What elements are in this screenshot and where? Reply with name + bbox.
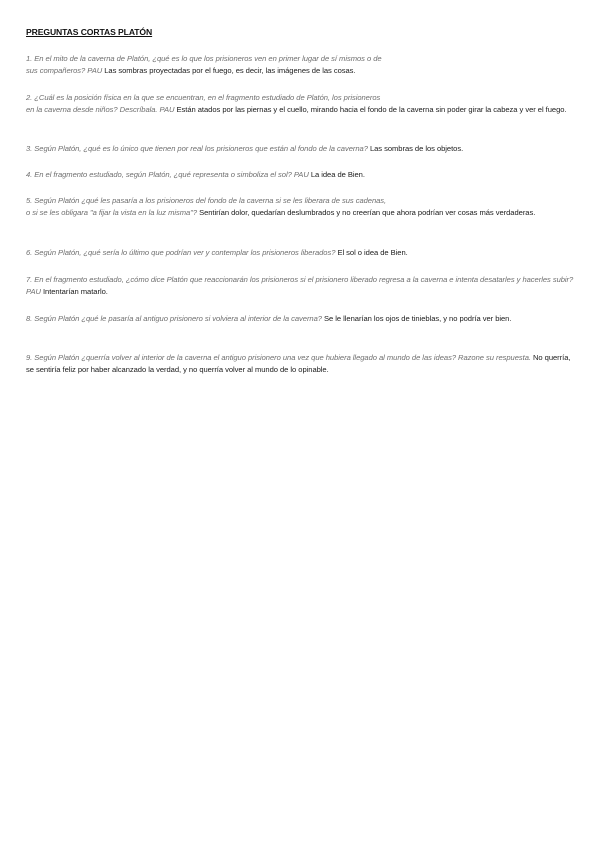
answer-1: Las sombras proyectadas por el fuego, es decir, las imágenes de las cosas. <box>104 65 356 75</box>
answer-2: Están atados por las piernas y el cuello, mirando hacia el fondo de la caverna sin poder girar la cabeza y ver el fuego. <box>176 104 567 114</box>
question-6: 6. Según Platón, ¿qué sería lo último que podrían ver y contemplar los prisioneros liberados? <box>26 248 336 257</box>
answer-4: La idea de Bien. <box>310 170 365 179</box>
answer-6: El sol o idea de Bien. <box>337 248 408 257</box>
question-3: 3. Según Platón, ¿qué es lo único que tienen por real los prisioneros que están al fondo de la caverna? <box>26 144 368 153</box>
qa-item-6 <box>26 247 578 259</box>
question-5-cont: o si se les obligara "a fijar la vista en la luz misma"? <box>26 207 197 217</box>
qa-item-8 <box>26 313 578 325</box>
question-9: 9. Según Platón ¿querría volver al interior de la caverna el antiguo prisionero una vez que hubiera llegado al mundo de las ideas? Razone su respuesta. <box>26 353 531 362</box>
question-1: 1. En el mito de la caverna de Platón, ¿qué es lo que los prisioneros ven en primer lugar de sí mismos o de <box>26 54 382 63</box>
question-7: 7. En el fragmento estudiado, ¿cómo dice Platón que reaccionarán los prisioneros si el prisionero liberado regresa a la caverna e intenta desatarles y hacerles subir? PAU <box>26 275 574 296</box>
question-1-cont: sus compañeros? PAU <box>26 65 103 75</box>
qa-item-9 <box>26 352 578 375</box>
answer-7: Intentarían matarlo. <box>42 286 108 296</box>
question-4: 4. En el fragmento estudiado, según Platón, ¿qué representa o simboliza el sol? PAU <box>26 170 309 179</box>
document-title: PREGUNTAS CORTAS PLATÓN <box>26 27 153 37</box>
qa-item-2 <box>26 92 578 115</box>
qa-item-1 <box>26 53 578 76</box>
answer-9: No querría, se sentiría feliz por haber alcanzado la verdad, y no querría volver al mundo de lo opinable. <box>26 353 571 374</box>
qa-item-3 <box>26 143 578 155</box>
question-2-cont: en la caverna desde niños? Descríbala. PAU <box>26 104 175 114</box>
answer-5: Sentirían dolor, quedarían deslumbrados y no creerían que ahora podrían ver cosas más verdaderas. <box>199 207 536 217</box>
question-5: 5. Según Platón ¿qué les pasaría a los prisioneros del fondo de la caverna si se les liberara de sus cadenas, <box>26 196 387 205</box>
question-2: 2. ¿Cuál es la posición física en la que se encuentran, en el fragmento estudiado de Platón, los prisioneros <box>26 93 381 102</box>
qa-item-7 <box>26 274 578 297</box>
qa-item-4 <box>26 169 578 181</box>
qa-item-5 <box>26 195 578 218</box>
answer-8: Se le llenarían los ojos de tinieblas, y no podría ver bien. <box>324 314 512 323</box>
question-8: 8. Según Platón ¿qué le pasaría al antiguo prisionero si volviera al interior de la caverna? <box>26 314 322 323</box>
answer-3: Las sombras de los objetos. <box>369 144 464 153</box>
